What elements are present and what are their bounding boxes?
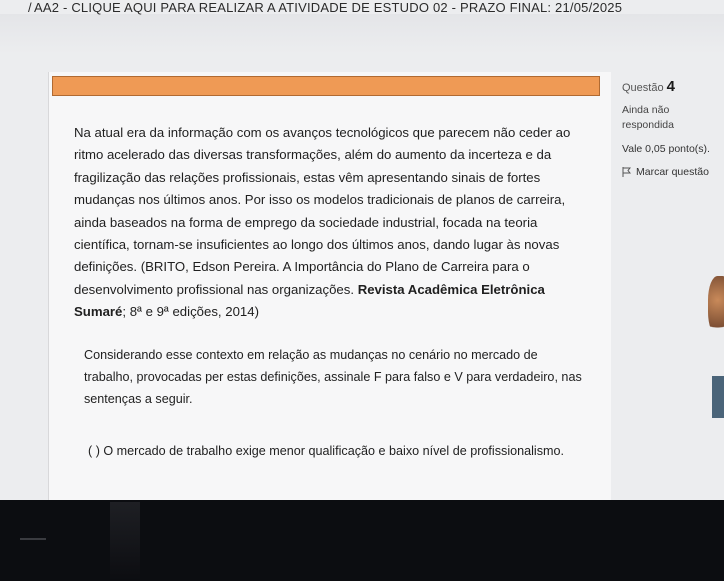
question-status <box>622 103 724 133</box>
question-text-body: Na atual era da informação com os avanços tecnológicos que parecem não ceder ao ritmo acelerado das diversas transformações, além do aumento da incerteza e da fragilização das relações profissionais, estas vêm apresentando sinais de fortes mudanças nos últimos anos. Por isso os modelos tradicionais de planos de carreira, ainda baseados na forma de emprego da sociedade industrial, focada na teoria científica, tornam-se insuficientes ao longo dos últimos anos, dando lugar às novas definições. (BRITO, Edson Pereira. A Importância do Plano de Carreira para o desenvolvimento profissional nas organizações. <box>74 125 571 297</box>
question-instruction: Considerando esse contexto em relação as mudanças no cenário no mercado de trabalho, provocadas per estas definições, assinale F para falso e V para verdadeiro, nas sentenças a seguir. <box>84 348 582 406</box>
question-info-panel <box>622 78 724 178</box>
question-grade: Vale 0,05 ponto(s). <box>622 143 710 155</box>
flag-question-link[interactable] <box>622 166 724 178</box>
flag-icon <box>622 167 631 177</box>
question-number: 4 <box>666 78 675 95</box>
header-area <box>0 14 724 54</box>
statement-1: ( ) O mercado de trabalho exige menor qualificação e baixo nível de profissionalismo. <box>88 444 565 458</box>
journal-name: Revista Acadêmica Eletrônica Sumaré <box>74 281 545 320</box>
edge-artifact <box>708 276 724 336</box>
question-header-bar <box>52 76 600 96</box>
monitor-bezel-line <box>20 538 46 540</box>
edge-block <box>712 376 724 418</box>
activity-title-link[interactable]: AA2 - CLIQUE AQUI PARA REALIZAR A ATIVIDADE DE ESTUDO 02 - PRAZO FINAL: 21/05/2025 <box>34 0 623 15</box>
question-text-paragraph <box>74 122 594 324</box>
flag-question-label: Marcar questão <box>636 166 709 178</box>
status-line-2: respondida <box>622 119 674 131</box>
status-line-1: Ainda não <box>622 104 670 116</box>
breadcrumb-separator: / <box>28 0 32 15</box>
citation-tail: ; 8ª e 9ª edições, 2014) <box>122 304 259 320</box>
question-label: Questão <box>622 82 664 94</box>
monitor-bezel-glare <box>110 502 140 581</box>
